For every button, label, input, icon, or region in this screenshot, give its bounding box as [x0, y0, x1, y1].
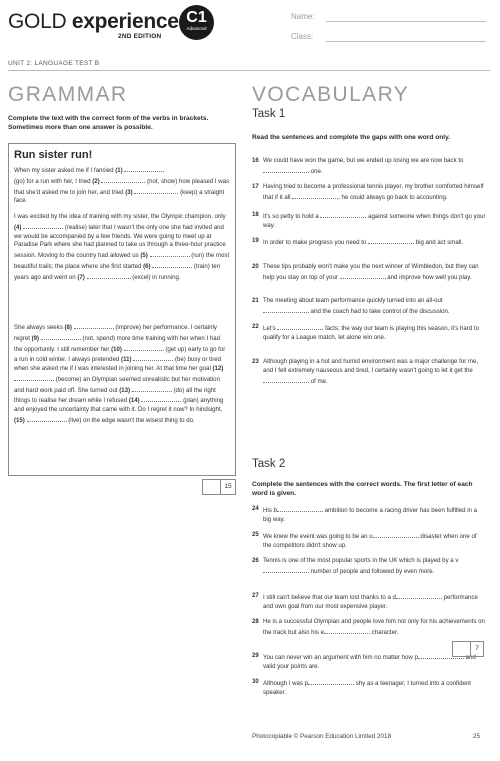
story-paragraph-3: She always seeks (8) (improve) her performance. I certainly regret (9) (not, spend) more time training with her when I had the opportunity. I still remember her (10) (get up) early to go for a run in cold winter. I always pretended (11) (be) busy or tired when she asked me if I was interested in joining her. At that time her goal (12) (become) an Olympian seemed unrealistic but her motivation and hard work paid off. She turned out (13) (do) all the right things to realise her dream while I refused (14) (plan) anything and enjoyed the uncertainty that came with it. Do I regret it now? In hindsight, (15) (live) on the edge wasn't the wisest thing to do.: [14, 324, 226, 424]
name-field[interactable]: [326, 20, 486, 22]
score-entry[interactable]: [203, 480, 221, 494]
copyright-note: Photocopiable © Pearson Education Limited 2018: [252, 733, 392, 740]
gap-15[interactable]: [27, 415, 67, 422]
vocab-item-23: [252, 358, 486, 386]
task2-title: Task 2: [252, 458, 286, 470]
gap-number: (10): [111, 345, 122, 353]
gap-11[interactable]: [133, 354, 173, 361]
gap-12[interactable]: [14, 374, 54, 381]
story-paragraph-1: When my sister asked me if I fancied (1) (go) for a run with her, I tried (2) (not, show) how pleased I was that she'd asked me to join her, and tried (3) (keep) a straight face.: [14, 167, 230, 205]
gap-1[interactable]: [124, 165, 164, 172]
edition-label: 2ND EDITION: [118, 33, 162, 40]
gap-6[interactable]: [152, 261, 192, 268]
item-number: 22: [252, 323, 259, 330]
item-text: You can never win an argument with him no matter how p and valid your points are.: [263, 654, 476, 670]
item-number: 17: [252, 183, 259, 190]
level-label: Advanced: [186, 26, 207, 31]
text-run: When my sister asked me if I fancied: [14, 167, 116, 174]
task2-instruction: Complete the sentences with the correct words. The first letter of each word is given.: [252, 481, 473, 497]
gap-number: (14): [128, 397, 140, 405]
item-text: His b ambition to become a racing driver has been fulfilled in a big way.: [263, 507, 478, 523]
gap-number: (5): [140, 252, 148, 259]
item-number: 24: [252, 505, 259, 512]
item-number: 28: [252, 618, 259, 625]
item-number: 27: [252, 592, 259, 599]
answer-gap[interactable]: [368, 237, 414, 244]
gap-number: (1): [115, 167, 123, 174]
answer-gap[interactable]: [263, 306, 309, 313]
answer-gap[interactable]: [277, 323, 323, 330]
answer-gap[interactable]: [396, 592, 442, 599]
item-text: Although playing in a hot and humid environment was a major challenge for me, and I felt extremely nauseous and tired, I certainly wasn't going to let it get the of me.: [263, 358, 479, 385]
task1-title: Task 1: [252, 108, 286, 120]
grammar-score-total: 15: [224, 483, 232, 490]
item-text: I still can't believe that our team lost thanks to a d performance and own goal from our most expensive player.: [263, 594, 478, 610]
vocab-item-19: [252, 237, 486, 248]
answer-gap[interactable]: [308, 678, 354, 685]
vocabulary-score-box: [452, 641, 484, 657]
answer-gap[interactable]: [277, 505, 323, 512]
grammar-instruction: Complete the text with the correct form of the verbs in brackets. Sometimes more than one answer is possible.: [8, 115, 209, 131]
answer-gap[interactable]: [263, 376, 309, 383]
item-text: We knew the event was going to be an u disaster when one of the competitors didn't show up.: [263, 533, 477, 549]
item-number: 23: [252, 358, 259, 365]
story-title: Run sister run!: [14, 149, 93, 161]
vocab-item-29: [252, 652, 486, 672]
item-text: In order to make progress you need to big and act small.: [263, 239, 464, 246]
gap-14[interactable]: [141, 395, 181, 402]
class-field[interactable]: [326, 40, 486, 42]
gap-number: (3): [125, 188, 133, 196]
unit-label: UNIT 2: LANGUAGE TEST B: [8, 60, 100, 67]
gap-number: (11): [121, 356, 132, 364]
page-number: 25: [473, 733, 481, 740]
class-label: Class:: [291, 32, 314, 41]
name-label: Name:: [291, 12, 315, 21]
vocab-item-21: [252, 297, 486, 317]
item-text: We could have won the game, but we ended up losing we are now back to one.: [263, 157, 464, 175]
grammar-score-box: [202, 479, 236, 495]
answer-gap[interactable]: [263, 166, 309, 173]
header-divider: [8, 70, 490, 71]
answer-gap[interactable]: [340, 272, 386, 279]
logo-experience: experience: [71, 10, 179, 33]
item-number: 19: [252, 237, 259, 244]
vocab-item-17: [252, 183, 486, 203]
gap-3[interactable]: [134, 187, 178, 194]
vocab-item-26: [252, 557, 486, 577]
gap-9[interactable]: [41, 333, 81, 340]
vocab-item-24: [252, 505, 486, 525]
item-number: 25: [252, 531, 259, 538]
gap-number: (8): [64, 324, 72, 331]
item-text: Tennis is one of the most popular sports in the UK which is played by a v number of people and followed by even more.: [263, 557, 459, 575]
vocabulary-heading: VOCABULARY: [252, 83, 410, 106]
item-number: 29: [252, 652, 259, 659]
answer-gap[interactable]: [320, 211, 366, 218]
task1-instruction: Read the sentences and complete the gaps with one word only.: [252, 134, 451, 141]
item-text: It's so petty to hold a against someone when things don't go your way.: [263, 213, 486, 229]
brand-logo: [8, 10, 179, 34]
vocab-item-20: [252, 263, 486, 283]
item-text: These tips probably won't make you the next winner of Wimbledon, but they can help you stay on top of your and improve how well you play.: [263, 263, 479, 281]
item-text: Having tried to become a professional tennis player, my brother comforted himself that if it all , he could always go back to accounting.: [263, 183, 484, 201]
vocab-item-25: [252, 531, 486, 551]
item-number: 20: [252, 263, 259, 270]
vocab-item-30: [252, 678, 486, 698]
gap-number: (13): [119, 386, 131, 394]
gap-8[interactable]: [74, 322, 114, 329]
story-paragraph-2: I was excited by the idea of training with my sister, the Olympic champion, only (4) (realise) later that I wasn't the only one she had invited and we would be accompanied by a few friends. We were going to meet up at Paradise Park where she had planned to take us through a three-hour practice session. Moving to the country had allowed us (5) (run) the most beautiful trails; the place where she first started (6) (train) ten years ago and went on (7) (excel) in running.: [14, 213, 230, 281]
gap-number: (15): [14, 416, 25, 424]
gap-number: (7): [77, 273, 85, 281]
answer-gap[interactable]: [292, 192, 338, 199]
gap-number: (12): [212, 365, 224, 372]
answer-gap[interactable]: [373, 531, 419, 538]
score-entry[interactable]: [453, 642, 471, 656]
gap-5[interactable]: [150, 250, 190, 257]
gap-number: (2): [92, 177, 100, 185]
item-number: 26: [252, 557, 259, 564]
gap-2[interactable]: [101, 176, 145, 183]
gap-number: (4): [14, 223, 22, 231]
item-number: 18: [252, 211, 259, 218]
item-text: He is a successful Olympian and people love him not only for his achievements on the track but also his e character.: [263, 618, 485, 636]
level-badge: [179, 5, 214, 40]
gap-number: (9): [31, 334, 40, 342]
gap-13[interactable]: [132, 385, 172, 392]
level-code: C1: [186, 9, 207, 26]
gap-7[interactable]: [87, 272, 131, 279]
vocab-item-28: [252, 618, 486, 638]
item-text: The meeting about team performance quickly turned into an all-out and the coach had to take control of the discussion.: [263, 297, 450, 315]
gap-10[interactable]: [124, 344, 164, 351]
item-text: Let's facts; the way our team is playing this season, it's hard to qualify for a League match, let alone win one.: [263, 325, 479, 341]
logo-gold: GOLD: [8, 10, 67, 33]
item-number: 21: [252, 297, 259, 304]
gap-4[interactable]: [23, 222, 63, 229]
item-number: 30: [252, 678, 259, 685]
item-text: Although I was p shy as a teenager, I turned into a confident speaker.: [263, 680, 471, 696]
item-number: 16: [252, 157, 259, 164]
answer-gap[interactable]: [324, 627, 370, 634]
vocab-item-16: [252, 157, 486, 177]
vocab-item-22: [252, 323, 486, 343]
vocab-item-27: [252, 592, 486, 612]
vocabulary-score-total: 7: [475, 645, 479, 652]
answer-gap[interactable]: [263, 566, 309, 573]
gap-number: (6): [143, 262, 151, 270]
vocab-item-18: [252, 211, 486, 231]
grammar-heading: GRAMMAR: [8, 83, 128, 106]
